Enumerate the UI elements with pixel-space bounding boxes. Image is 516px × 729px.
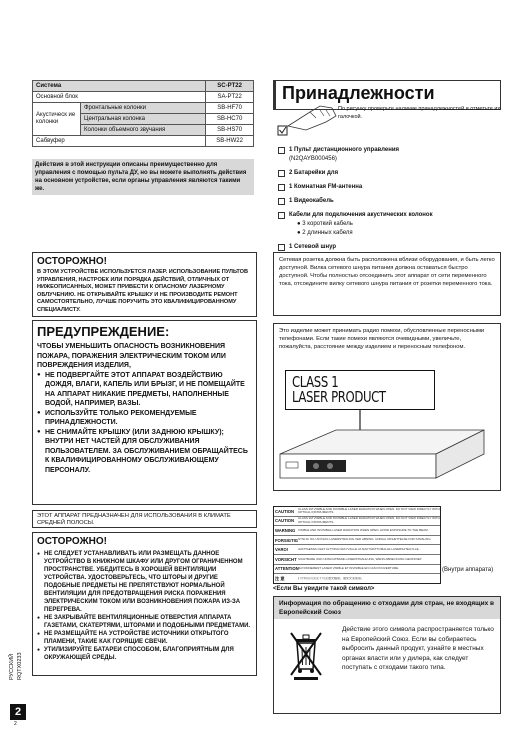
table-cell: Основной блок bbox=[33, 92, 206, 103]
checkbox[interactable] bbox=[278, 198, 285, 205]
table-row bbox=[33, 103, 254, 114]
laser-line-2: LASER PRODUCT bbox=[292, 388, 386, 406]
list-item-label: 2 Батарейки для bbox=[289, 170, 339, 176]
warning-box bbox=[32, 320, 257, 505]
list-item: ● НЕ СЛЕДУЕТ УСТАНАВЛИВАТЬ ИЛИ РАЗМЕЩАТЬ ДАННОЕ УСТРОЙСТВО В КНИЖНОМ ШКАФУ ИЛИ ДРУГОМ ОГРАНИЧЕННОМ ПРОСТРАНСТВЕ. УБЕДИТЕСЬ В ХОРОШЕЙ ВЕНТИЛЯЦИИ УСТРОЙСТВА. УДОСТОВЕРЬТЕСЬ, ЧТО ШТОРЫ И ДРУГИЕ ПОДОБНЫЕ ПРЕДМЕТЫ НЕ ПРЕПЯТСТВУЮТ НОРМАЛЬНОЙ ВЕНТИЛЯЦИИ ДЛЯ ПРЕДОТВРАЩЕНИЯ РИСКА ПОРАЖЕНИЯ ЭЛЕКТРИЧЕСКИМ ТОКОМ ИЛИ ВОЗНИКНОВЕНИЯ ПОЖАРА ИЗ-ЗА ПЕРЕГРЕВА. bbox=[37, 550, 252, 614]
table-cell: Фронтальные колонки bbox=[81, 103, 206, 114]
list-item-sub: ● 3 короткий кабель bbox=[297, 221, 353, 227]
remote-note: Действия в этой инструкции описаны преимущественно для управления с помощью пульта ДУ, но вы можете выполнять действия на основном устройстве, если органы управления являются такими же. bbox=[32, 159, 254, 195]
list-item: ● НЕ РАЗМЕЩАЙТЕ НА УСТРОЙСТВЕ ИСТОЧНИКИ ОТКРЫТОГО ПЛАМЕНИ, ТАКИЕ КАК ГОРЯЩИЕ СВЕЧИ. bbox=[37, 630, 252, 646]
warning-title: ПРЕДУПРЕЖДЕНИЕ: bbox=[37, 324, 170, 339]
list-item-label: 1 Видеокабель bbox=[289, 198, 334, 204]
warning-key: VARO! bbox=[275, 547, 289, 553]
checkbox[interactable] bbox=[278, 147, 285, 154]
accessories-list bbox=[278, 146, 503, 257]
table-row bbox=[274, 526, 440, 536]
table-row bbox=[274, 517, 440, 527]
warning-key: CAUTION bbox=[275, 508, 295, 514]
warning-intro: ЧТОБЫ УМЕНЬШИТЬ ОПАСНОСТЬ ВОЗНИКНОВЕНИЯ ПОЖАРА, ПОРАЖЕНИЯ ЭЛЕКТРИЧЕСКИМ ТОКОМ ИЛИ ПОВРЕЖДЕНИЯ ИЗДЕЛИЯ, bbox=[37, 343, 226, 369]
table-row bbox=[33, 81, 254, 92]
table-cell: Колонки объемного звучания bbox=[81, 125, 206, 136]
page-number-small: 2 bbox=[14, 721, 17, 727]
symbol-caption: <Если Вы увидите такой символ> bbox=[273, 586, 375, 592]
climate-note: ЭТОТ АППАРАТ ПРЕДНАЗНАЧЕН ДЛЯ ИСПОЛЬЗОВАНИЯ В КЛИМАТЕ СРЕДНЕЙ ПОЛОСЫ. bbox=[32, 510, 257, 528]
accessories-description: По рисунку проверьте наличие принадлежностей и отметьте их галочкой. bbox=[338, 106, 501, 120]
list-item-label: Кабели для подключения акустических колонок bbox=[289, 212, 433, 218]
warning-text: AVATTAESSA OLET ALTTIINA NÄKYVÄLLE JA NÄKYMÄTTÖMÄLLE LASERSÄTEILYLLE. bbox=[298, 547, 420, 551]
document-code: RQTX0233 bbox=[17, 652, 23, 680]
table-cell: SB-HW22 bbox=[206, 136, 254, 147]
table-cell: SB-HF70 bbox=[206, 103, 254, 114]
list-item bbox=[278, 243, 503, 252]
warning-text: RAYONNEMENT LASER VISIBLE ET INVISIBLE EN CAS D'OUVERTURE. bbox=[298, 567, 399, 571]
table-row bbox=[274, 574, 440, 584]
warning-key: CAUTION bbox=[275, 518, 295, 524]
table-row bbox=[274, 536, 440, 546]
list-item-label: 1 Пульт дистанционного управления bbox=[289, 147, 400, 153]
table-cell: Система bbox=[33, 81, 206, 92]
warning-text: CLASS 1M VISIBLE AND INVISIBLE LASER RADIATION WHEN OPEN. DO NOT VIEW DIRECTLY WITH OPTICAL INSTRUMENTS. bbox=[298, 507, 440, 515]
list-item: ● ИСПОЛЬЗУЙТЕ ТОЛЬКО РЕКОМЕНДУЕМЫЕ ПРИНАДЛЕЖНОСТИ. bbox=[37, 409, 252, 428]
table-cell: SC-PT22 bbox=[206, 81, 254, 92]
power-outlet-note: Сетевая розетка должна быть расположена вблизи оборудования, и быть легко доступной. Вилка сетевого шнура питания должна оставаться быстро доступной. Чтобы полностью отсоединить этот аппарат от сети переменного тока, отсоедините вилку сетевого шнура питания от розетки переменного тока. bbox=[273, 252, 501, 316]
disposal-info-box bbox=[273, 596, 501, 714]
caution-text: В ЭТОМ УСТРОЙСТВЕ ИСПОЛЬЗУЕТСЯ ЛАЗЕР. ИСПОЛЬЗОВАНИЕ ПУЛЬТОВ УПРАВЛЕНИЯ, НАСТРОЕК ИЛИ ПОРЯДКА ДЕЙСТВИЙ, ОТЛИЧНЫХ ОТ НИЖЕОПИСАННЫХ, МОЖЕТ ПРИВЕСТИ К ОПАСНОМУ ЛАЗЕРНОМУ ОБЛУЧЕНИЮ. НЕ ОТКРЫВАЙТЕ КРЫШКУ И НЕ ПРОИЗВОДИТЕ РЕМОНТ САМОСТОЯТЕЛЬНО, ЛУЧШЕ ПОРУЧИТЬ ЭТО КВАЛИФИЦИРОВАННОМУ СПЕЦИАЛИСТУ. bbox=[37, 269, 249, 313]
warning-key: VORSICHT bbox=[275, 556, 297, 562]
warning-text: SYNLIG OG USYNLIG LASERSTRÅLING VED ÅBNING. UNDGÅ UDSÆTTELSE FOR STRÅLING. bbox=[298, 538, 432, 542]
laser-warning-panel bbox=[273, 506, 441, 584]
ventilation-caution-box bbox=[32, 532, 257, 676]
list-item-label: 1 Комнатная FM-антенна bbox=[289, 184, 363, 190]
table-cell: SA-PT22 bbox=[206, 92, 254, 103]
checkmark-hand-illustration bbox=[276, 104, 338, 144]
player-unit-illustration bbox=[276, 408, 498, 488]
crossed-bin-icon bbox=[286, 629, 326, 681]
laser-caution-box bbox=[32, 252, 257, 317]
radio-note: Это изделие может принимать радио помехи, обусловленные переносными телефонами. Если такие помехи являются очевидными, увеличьте, пожалуйста, расстояние между изделием и переносным телефоном. bbox=[279, 328, 485, 350]
table-cell: SB-HS70 bbox=[206, 125, 254, 136]
warning-key: 注 意 bbox=[275, 575, 285, 581]
caution-title: ОСТОРОЖНО! bbox=[37, 256, 107, 267]
page-number: 2 bbox=[10, 704, 26, 720]
table-cell: Центральная колонка bbox=[81, 114, 206, 125]
list-item: ● УТИЛИЗИРУЙТЕ БАТАРЕИ СПОСОБОМ, БЛАГОПРИЯТНЫМ ДЛЯ ОКРУЖАЮЩЕЙ СРЕДЫ. bbox=[37, 646, 252, 662]
checkbox[interactable] bbox=[278, 244, 285, 251]
accessories-title: Принадлежности bbox=[282, 83, 435, 103]
warning-key: ATTENTION bbox=[275, 566, 299, 572]
systems-table bbox=[32, 80, 254, 147]
disposal-text: Действие этого символа распространяется только на Европейский Союз. Если вы собираетесь выбросить данный продукт, узнайте в местных органах власти или у дилера, как следует поступать с отходами такого типа. bbox=[342, 626, 494, 671]
laser-class-label bbox=[285, 370, 435, 410]
laser-line-1: CLASS 1 bbox=[292, 373, 339, 391]
table-row bbox=[274, 555, 440, 565]
checkbox[interactable] bbox=[278, 184, 285, 191]
list-item bbox=[278, 169, 503, 178]
list-item: ● НЕ СНИМАЙТЕ КРЫШКУ (ИЛИ ЗАДНЮЮ КРЫШКУ); ВНУТРИ НЕТ ЧАСТЕЙ ДЛЯ ОБСЛУЖИВАНИЯ ПОЛЬЗОВАТЕЛЕМ. ЗА ОБСЛУЖИВАНИЕМ ОБРАЩАЙТЕСЬ К КВАЛИФИЦИРОВАННОМУ ОБСЛУЖИВАЮЩЕМУ ПЕРСОНАЛУ. bbox=[37, 428, 252, 476]
table-row bbox=[274, 545, 440, 555]
list-item: ● НЕ ПОДВЕРГАЙТЕ ЭТОТ АППАРАТ ВОЗДЕЙСТВИЮ ДОЖДЯ, ВЛАГИ, КАПЕЛЬ ИЛИ БРЫЗГ, И НЕ ПОМЕЩАЙТЕ НА АППАРАТ НИКАКИЕ ПРЕДМЕТЫ, НАПОЛНЕННЫЕ ВОДОЙ, НАПРИМЕР, ВАЗЫ. bbox=[37, 371, 252, 409]
warning-text: SICHTBARE UND UNSICHTBARE LASERSTRAHLUNG, WENN ABDECKUNG GEÖFFNET. bbox=[298, 557, 423, 561]
checkbox[interactable] bbox=[278, 212, 285, 219]
table-row bbox=[274, 507, 440, 517]
sub-label: 2 длинных кабеля bbox=[302, 230, 353, 236]
table-row bbox=[33, 92, 254, 103]
warning-key: WARNING bbox=[275, 527, 296, 533]
table-row bbox=[274, 565, 440, 575]
list-item bbox=[278, 183, 503, 192]
list-item-label: 1 Сетевой шнур bbox=[289, 244, 337, 250]
language-tab bbox=[9, 630, 27, 680]
list-item bbox=[278, 211, 503, 238]
warning-key: FORSIGTIG bbox=[275, 537, 299, 543]
warning-text: VISIBLE AND INVISIBLE LASER RADIATION WHEN OPEN. AVOID EXPOSURE TO THE BEAM. bbox=[298, 528, 429, 532]
warning-text: 打开时有可见及不可见激光辐射。避免光束照射。 bbox=[298, 577, 365, 581]
list-item: ● НЕ ЗАКРЫВАЙТЕ ВЕНТИЛЯЦИОННЫЕ ОТВЕРСТИЯ АППАРАТА ГАЗЕТАМИ, СКАТЕРТЯМИ, ШТОРАМИ И ПОДОБНЫМИ ПРЕДМЕТАМИ. bbox=[37, 614, 252, 630]
table-cell: Сабвуфер bbox=[33, 136, 206, 147]
list-item-sub: (N2QAYB000456) bbox=[289, 156, 337, 162]
table-row bbox=[33, 136, 254, 147]
table-cell: SB-HC70 bbox=[206, 114, 254, 125]
table-cell: Акустическ ие колонки bbox=[33, 103, 81, 136]
unit-location-note: (Внутри аппарата) bbox=[442, 567, 494, 573]
list-item bbox=[278, 146, 503, 164]
checkbox[interactable] bbox=[278, 170, 285, 177]
disposal-heading: Информация по обращению с отходами для стран, не входящих в Европейский Союз bbox=[274, 597, 500, 619]
warning-text: CLASS 1M VISIBLE AND INVISIBLE LASER RADIATION WHEN OPEN. DO NOT VIEW DIRECTLY WITH OPTICAL INSTRUMENTS. bbox=[298, 517, 440, 524]
list-item bbox=[278, 197, 503, 206]
sub-label: 3 короткий кабель bbox=[302, 221, 353, 227]
list-item-sub: ● 2 длинных кабеля bbox=[297, 230, 353, 236]
caution-title: ОСТОРОЖНО! bbox=[37, 536, 107, 547]
language-label: РУССКИЙ bbox=[9, 653, 15, 680]
